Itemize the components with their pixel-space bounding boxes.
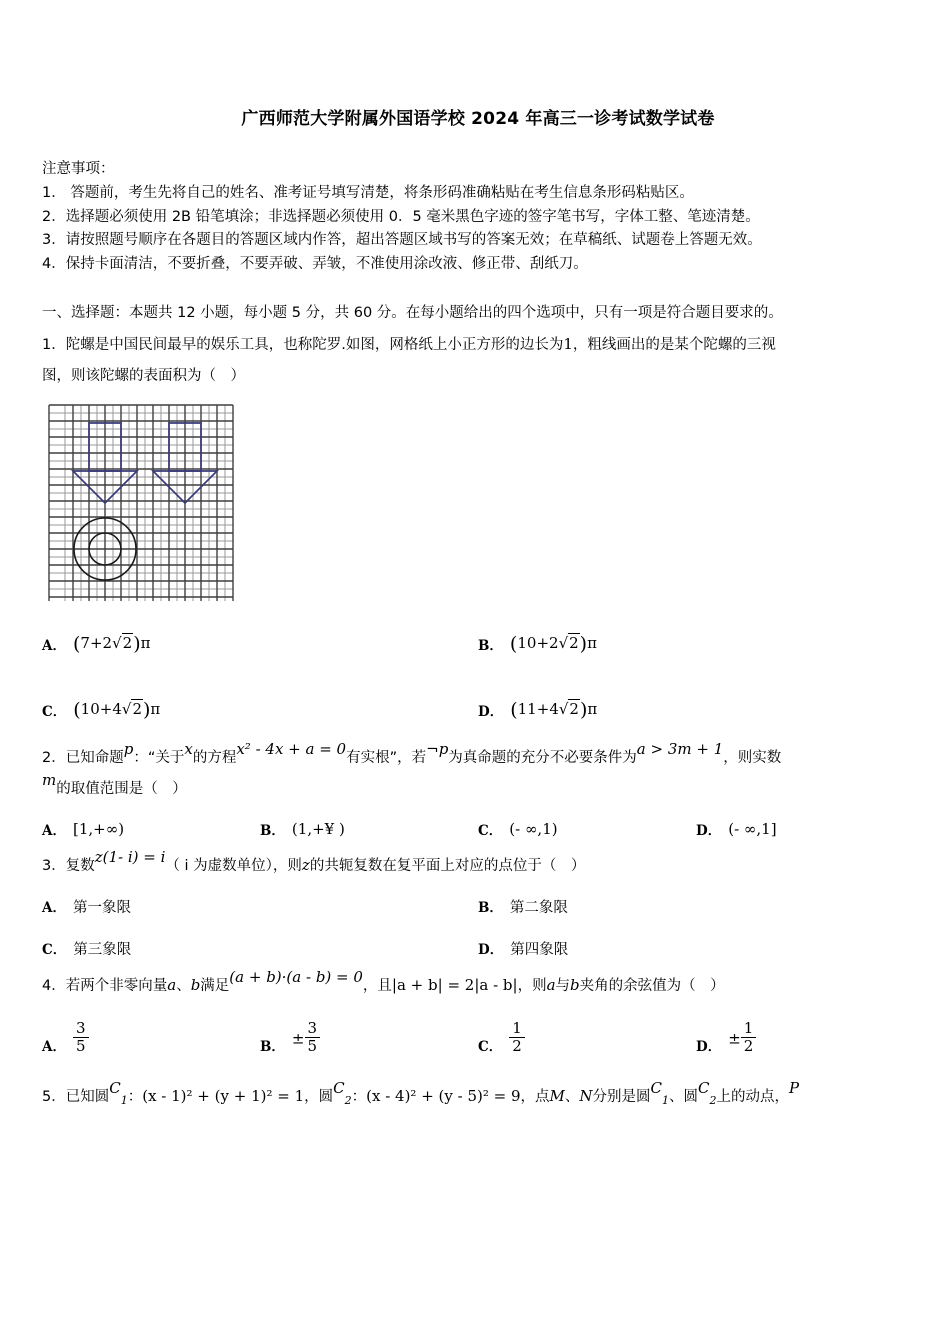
sqrt-icon: √2 [558, 700, 579, 719]
grid-dark-lines [49, 405, 233, 601]
option-a-value: 第一象限 [72, 900, 131, 917]
question-2-number: 2． [42, 750, 66, 767]
question-3-option-b[interactable] [478, 896, 914, 917]
option-label-d: D． [478, 704, 504, 721]
option-c-value: (- ∞,1) [509, 820, 558, 839]
option-label-b: B． [260, 1038, 285, 1055]
fraction: $\frac{1}{2}$ [741, 1020, 757, 1055]
option-label-d: D． [696, 822, 722, 839]
grid-light-lines [49, 405, 233, 601]
option-c-value: (10+4√2)π [73, 699, 161, 722]
page-content [42, 0, 914, 1113]
option-d-value: (11+4√2)π [510, 699, 598, 722]
option-d-value: ± $\frac{1}{2}$ [728, 1021, 756, 1056]
option-b-value: (10+2√2)π [509, 633, 597, 656]
question-3-options-row-2 [42, 932, 914, 966]
option-d-value: (- ∞,1] [728, 820, 777, 839]
option-label-a: A． [42, 900, 66, 917]
option-label-c: C． [42, 704, 67, 721]
notice-heading: 注意事项： [42, 160, 115, 177]
option-label-c: C． [478, 1038, 503, 1055]
option-label-b: B． [478, 638, 503, 655]
question-4-equation-2: |a + b| = 2|a - b| [391, 975, 518, 994]
question-1-options-row-2 [42, 681, 914, 739]
section-heading-choice: 一、选择题：本题共 12 小题，每小题 5 分，共 60 分。在每小题给出的四个选项中，只有一项是符合题目要求的。 [42, 305, 783, 322]
question-4-option-b[interactable] [260, 1018, 478, 1056]
question-1-text-a: 陀螺是中国民间最早的娱乐工具，也称陀罗.如图，网格纸上小正方形的边长为 [65, 337, 564, 354]
option-label-c: C． [42, 942, 67, 959]
question-1-option-d[interactable] [478, 699, 914, 721]
question-3-option-a[interactable] [42, 896, 478, 917]
option-d-value: 第四象限 [510, 942, 569, 959]
question-3-options-row-1 [42, 890, 914, 924]
notice-block [42, 158, 914, 276]
question-3-equation: z(1- i) = i [94, 848, 166, 867]
question-4-equation-1: (a + b)·(a - b) = 0 [229, 967, 363, 986]
option-a-value: (7+2√2)π [72, 633, 151, 656]
option-label-b: B． [260, 822, 285, 839]
sqrt-icon: √2 [558, 634, 579, 653]
question-4-option-a[interactable] [42, 1018, 260, 1056]
question-4-option-d[interactable] [696, 1018, 914, 1056]
fraction: $\frac{3}{5}$ [305, 1020, 321, 1055]
question-1 [42, 329, 914, 391]
question-1-value: 1 [563, 335, 573, 354]
option-label-d: D． [696, 1038, 722, 1055]
question-4-options [42, 1009, 914, 1067]
question-2-line-1: 2．已知命题p：“关于x的方程x² - 4x + a = 0有实根”，若¬p为真命题的充分不必要条件为a > 3m + 1，则实数 [42, 740, 782, 767]
three-view-grid-svg [45, 401, 235, 607]
question-1-text-b: ，粗线画出的是某个陀螺的三视 [572, 337, 776, 354]
sqrt-icon: √2 [121, 700, 142, 719]
question-3 [42, 850, 914, 882]
question-2-equation: x² - 4x + a = 0 [236, 740, 347, 759]
question-1-number: 1． [42, 337, 66, 354]
question-1-option-b[interactable] [478, 633, 914, 655]
option-b-value: ± $\frac{3}{5}$ [292, 1021, 320, 1056]
question-5-line-1: 5．已知圆$C_1$：(x - 1)² + (y + 1)² = 1，圆$C_2$：(x - 4)² + (y - 5)² = 9，点M、N分别是圆$C_1$、圆$C_2$上的动点，P [42, 1079, 800, 1108]
option-label-c: C． [478, 822, 503, 839]
question-1-option-c[interactable] [42, 699, 478, 721]
question-1-options-row-1 [42, 615, 914, 673]
question-4-option-c[interactable] [478, 1018, 696, 1056]
question-2-option-a[interactable] [42, 819, 260, 840]
question-5-equation-2: (x - 4)² + (y - 5)² = 9 [366, 1087, 521, 1106]
option-label-d: D． [478, 942, 504, 959]
question-2-line-2: m的取值范围是（ ） [42, 770, 187, 797]
fraction: $\frac{1}{2}$ [509, 1020, 525, 1055]
question-2-option-d[interactable] [696, 819, 914, 840]
sqrt-icon: √2 [112, 634, 133, 653]
option-b-value: (1,+¥ ) [291, 820, 345, 839]
question-1-option-a[interactable] [42, 633, 478, 655]
notice-item-4: 4．保持卡面清洁，不要折叠，不要弄破、弄皱，不准使用涂改液、修正带、刮纸刀。 [42, 255, 588, 272]
question-4 [42, 967, 914, 1002]
question-3-option-c[interactable] [42, 938, 478, 959]
question-4-number: 4． [42, 977, 66, 994]
three-view-grid-figure [45, 401, 235, 607]
option-label-a: A． [42, 822, 66, 839]
question-4-line-1: 4．若两个非零向量a、b满足(a + b)·(a - b) = 0，且|a + b| = 2|a - b|，则a与b夹角的余弦值为（ ） [42, 967, 725, 994]
notice-item-3: 3．请按照题号顺序在各题目的答题区域内作答，超出答题区域书写的答案无效；在草稿纸、试题卷上答题无效。 [42, 232, 762, 249]
question-5 [42, 1081, 914, 1113]
question-3-number: 3． [42, 858, 66, 875]
option-label-b: B． [478, 900, 503, 917]
question-1-line-2: 图，则该陀螺的表面积为（ ） [42, 367, 245, 384]
option-a-value: [1,+∞) [72, 820, 125, 839]
notice-item-2: 2．选择题必须使用 2B 铅笔填涂；非选择题必须使用 0．5 毫米黑色字迹的签字笔书写，字体工整、笔迹清楚。 [42, 208, 760, 225]
question-2-condition: a > 3m + 1 [636, 740, 724, 759]
question-3-option-d[interactable] [478, 938, 914, 959]
question-3-line-1: 3．复数z(1- i) = i（ i 为虚数单位），则z的共轭复数在复平面上对应的点位于（ ） [42, 848, 586, 875]
question-2-option-c[interactable] [478, 819, 696, 840]
option-label-a: A． [42, 1038, 66, 1055]
option-c-value [509, 1018, 525, 1056]
question-5-equation-1: (x - 1)² + (y + 1)² = 1 [142, 1087, 305, 1106]
page-title: 广西师范大学附属外国语学校 2024 年高三一诊考试数学试卷 [241, 109, 715, 129]
option-label-a: A． [42, 638, 66, 655]
question-1-line-1 [42, 329, 914, 361]
fraction: $\frac{3}{5}$ [73, 1020, 89, 1055]
question-5-number: 5． [42, 1089, 66, 1106]
option-a-value [73, 1018, 89, 1056]
question-2-option-b[interactable] [260, 819, 478, 840]
notice-item-1: 1． 答题前，考生先将自己的姓名、准考证号填写清楚，将条形码准确粘贴在考生信息条形码粘贴区。 [42, 185, 694, 202]
option-b-value: 第二象限 [509, 900, 568, 917]
question-2 [42, 740, 914, 804]
option-c-value: 第三象限 [73, 942, 132, 959]
question-2-options [42, 812, 914, 846]
